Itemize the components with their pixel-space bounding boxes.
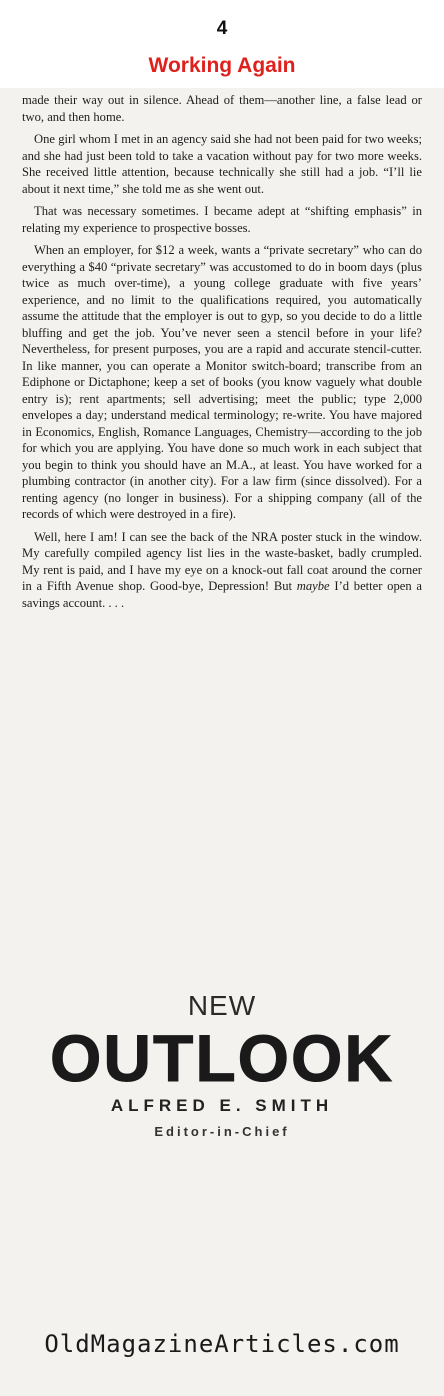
- article-paragraph-closing: [22, 529, 422, 612]
- article-paragraph: That was necessary sometimes. I became adept at “shifting emphasis” in relating my experience to prospective bosses.: [22, 204, 422, 235]
- article-body: [22, 92, 422, 617]
- closing-emphasis: maybe: [296, 579, 330, 593]
- masthead-new: NEW: [187, 990, 257, 1021]
- closing-text: Well, here I am! I can see the back of the NRA poster stuck in the window. My carefully compiled agency list lies in the waste-basket, badly crumpled. My rent is paid, and I have my eye on a knock-out fall coat around the corner in a Fifth Avenue shop. Good-bye, Depression!: [22, 529, 422, 593]
- page-title: Working Again: [148, 54, 296, 77]
- magazine-masthead: [0, 990, 444, 1139]
- page-number: 4: [216, 18, 228, 39]
- footer-site-name: OldMagazineArticles.com: [44, 1330, 400, 1358]
- masthead-outlook: OUTLOOK: [50, 1021, 394, 1095]
- article-paragraph: One girl whom I met in an agency said she had not been paid for two weeks; and she had just been told to take a vacation without pay for two more weeks. She received little attention, because technically she still had a job. “I’ll lie about it next time,” she told me as she went out.: [22, 132, 422, 196]
- article-paragraph: made their way out in silence. Ahead of them—another line, a false lead or two, and then home.: [22, 93, 422, 124]
- article-paragraph: When an employer, for $12 a week, wants a “private secretary” who can do everything a $40 “private secretary” was accustomed to do in boom days (plus twice as much over-time), a young college graduate with five years’ experience, and no limit to the qualifications required, you automatically assume the attitude that the employer is out to gyp, so you decide to do a little bluffing and get the job. You’ve never seen a stencil before in your life? Nevertheless, for present purposes, you are a rapid and accurate stencil-cutter. In like manner, you can operate a Monitor switch-board; transcribe from an Ediphone or Dictaphone; keep a set of books (you know vaguely what double entry is); rent apartments; sell advertising; meet the public; type 2,000 envelopes a day; understand medical terminology; re-write. You have majored in Economics, English, Romance Languages, Chemistry—according to the job for which you are applying. You have done so much work in each subject that you begin to think you should have an M.A., at least. You have worked for a plumbing contractor (in another city). For a law firm (since dissolved). For a renting agency (no longer in business). For a shipping company (all of the records of which were destroyed in a fire).: [22, 243, 422, 521]
- masthead-editor: ALFRED E. SMITH: [110, 1096, 334, 1115]
- closing-lead: But: [273, 579, 297, 593]
- closing-rest: I’d better open a savings account. . . .: [22, 579, 422, 610]
- masthead-role: Editor-in-Chief: [154, 1124, 290, 1139]
